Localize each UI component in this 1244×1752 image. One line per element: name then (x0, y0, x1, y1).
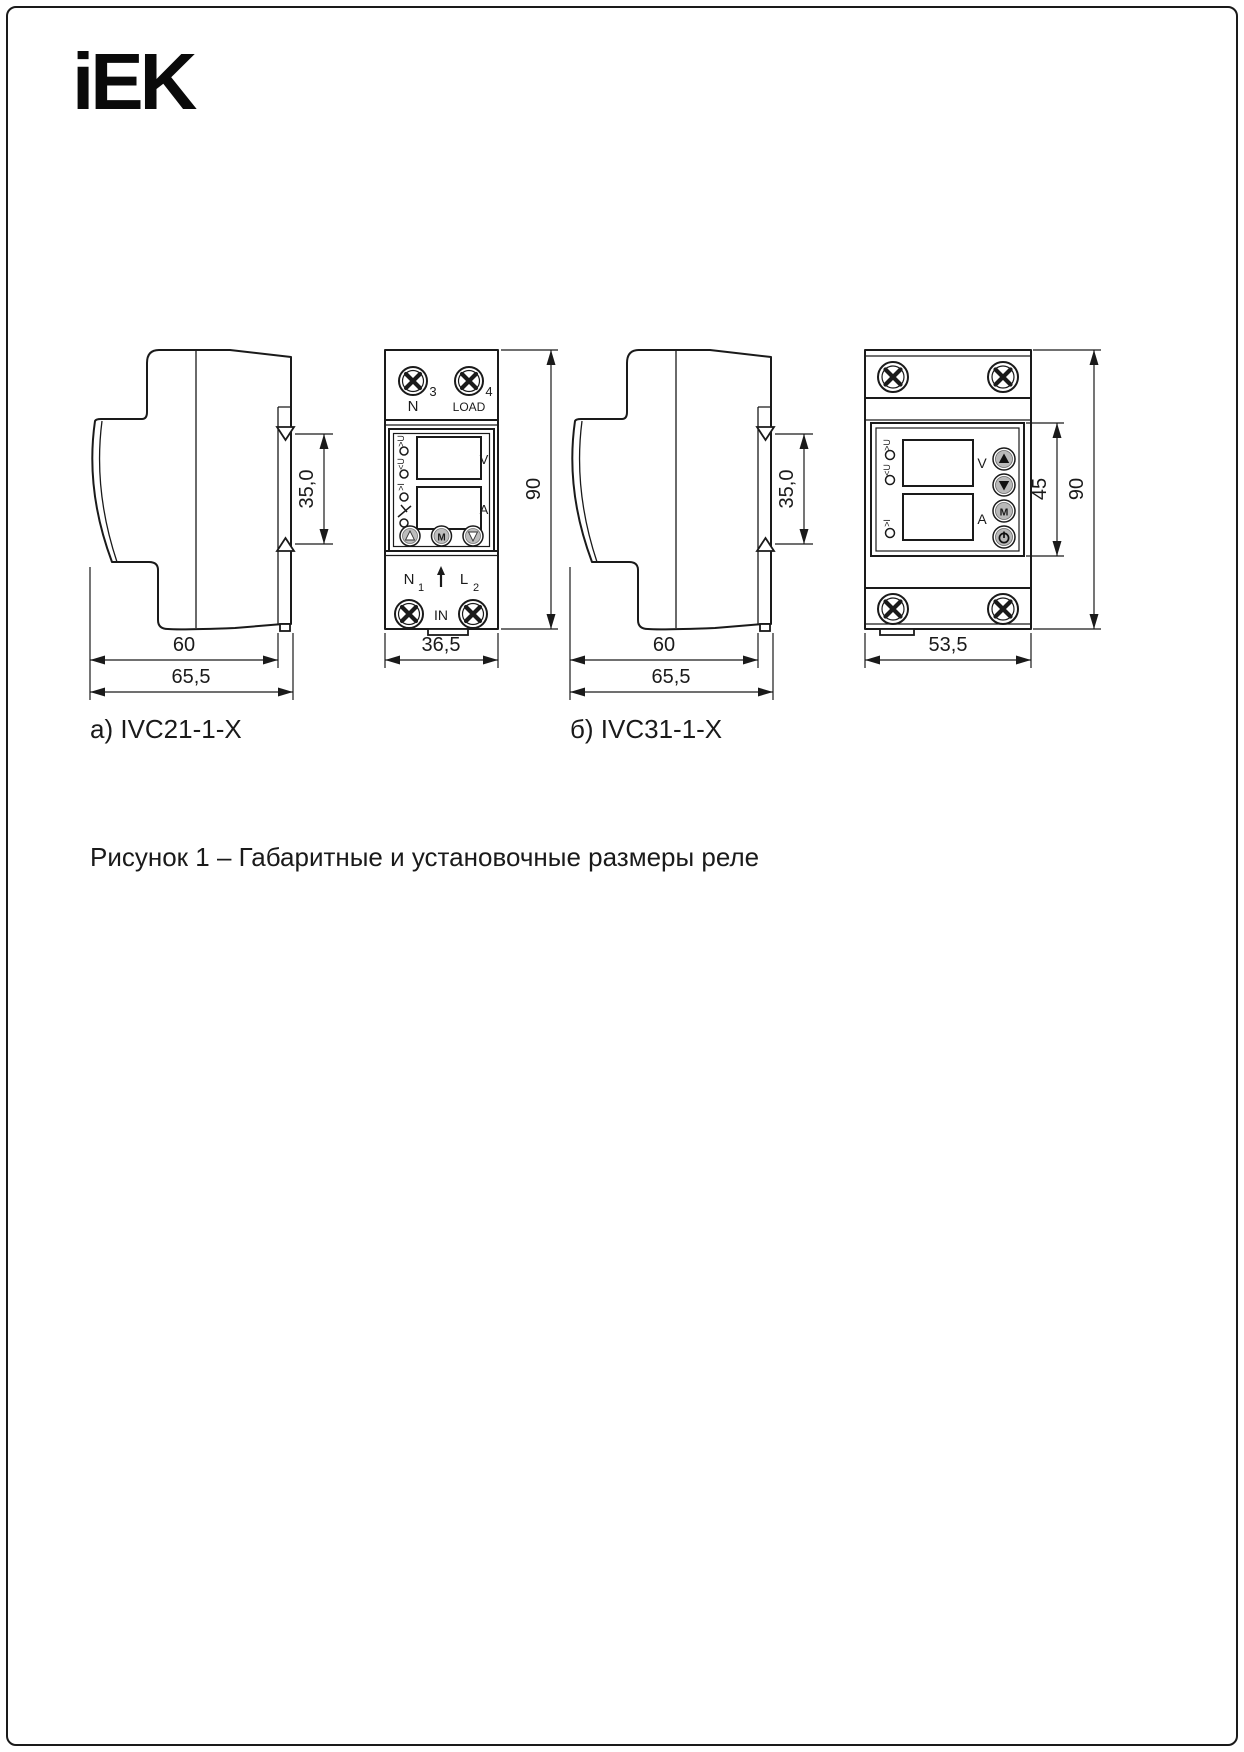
dim-label-rail-notch-b: 35,0 (776, 469, 798, 509)
terminal-3-label: 3 (429, 384, 437, 399)
amps-unit-label: A (479, 502, 489, 517)
drawing-a-side-view (92, 350, 294, 631)
led-undervoltage-icon (886, 476, 895, 485)
down-button (993, 474, 1015, 496)
up-button (400, 526, 420, 546)
up-button (993, 448, 1015, 470)
drawing-a-front-view (385, 350, 498, 635)
bottom-l-label: L (459, 571, 469, 588)
terminal-n-label: N (407, 398, 419, 415)
led-overcurrent-label: >I (396, 483, 406, 491)
menu-button (993, 500, 1015, 522)
led-overvoltage-label: >U (396, 435, 406, 447)
bottom-1-label: 1 (417, 582, 425, 594)
dim-label-rail-notch-a: 35,0 (296, 469, 318, 509)
dim-label-height-a: 90 (523, 477, 545, 501)
drawing-a-caption: а) IVC21-1-X (90, 714, 242, 744)
led-undervoltage-label: <U (396, 458, 406, 470)
led-overvoltage-icon (400, 447, 408, 455)
volts-unit-label: V (479, 452, 489, 467)
dim-label-body-depth-b: 60 (652, 634, 676, 656)
terminal-load-label: LOAD (452, 400, 486, 414)
screw-icon (459, 600, 487, 628)
dim-label-width-b: 53,5 (928, 634, 968, 656)
led-overvoltage-icon (886, 451, 895, 460)
bottom-2-label: 2 (472, 582, 480, 594)
dim-label-total-depth-a: 65,5 (171, 666, 211, 688)
bottom-n-label: N (403, 571, 415, 588)
dim-label-total-depth-b: 65,5 (651, 666, 691, 688)
dim-label-height-b: 90 (1066, 477, 1088, 501)
led-overvoltage-label: >U (882, 439, 892, 451)
figure-caption: Рисунок 1 – Габаритные и установочные размеры реле (90, 842, 760, 872)
led-undervoltage-label: <U (882, 464, 892, 476)
bottom-tab (880, 629, 914, 635)
screw-icon (878, 362, 908, 392)
screw-icon (878, 594, 908, 624)
in-label: IN (434, 607, 448, 623)
current-display (903, 494, 973, 540)
voltage-display (903, 440, 973, 486)
screw-icon (455, 367, 483, 395)
drawing-b-caption: б) IVC31-1-X (570, 714, 723, 744)
dim-label-face-height-b: 45 (1029, 477, 1051, 501)
dim-width-a (385, 633, 498, 668)
screw-icon (395, 600, 423, 628)
current-display (417, 487, 481, 529)
screw-icon (399, 367, 427, 395)
led-overcurrent-label: >I (882, 519, 892, 527)
drawing-b-side-view (572, 350, 774, 631)
dim-rail-notch-a (295, 434, 333, 544)
power-button (993, 526, 1015, 548)
dim-width-b (865, 633, 1031, 668)
screw-icon (988, 362, 1018, 392)
led-overcurrent-icon (886, 529, 895, 538)
menu-button-label: M (437, 532, 446, 544)
dim-rail-notch-b (775, 434, 813, 544)
dim-height-a (501, 350, 558, 629)
dim-label-width-a: 36,5 (421, 634, 461, 656)
menu-button-label: M (999, 506, 1009, 519)
amps-unit-label: A (977, 511, 987, 527)
down-button (463, 526, 483, 546)
voltage-display (417, 437, 481, 479)
dim-label-body-depth-a: 60 (172, 634, 196, 656)
screw-icon (988, 594, 1018, 624)
volts-unit-label: V (977, 455, 987, 471)
terminal-4-label: 4 (485, 384, 493, 399)
iek-logo: iEK (72, 37, 194, 126)
drawing-b-front-view (865, 350, 1031, 635)
led-undervoltage-icon (400, 470, 408, 478)
menu-button (432, 526, 452, 546)
led-overcurrent-icon (400, 493, 408, 501)
